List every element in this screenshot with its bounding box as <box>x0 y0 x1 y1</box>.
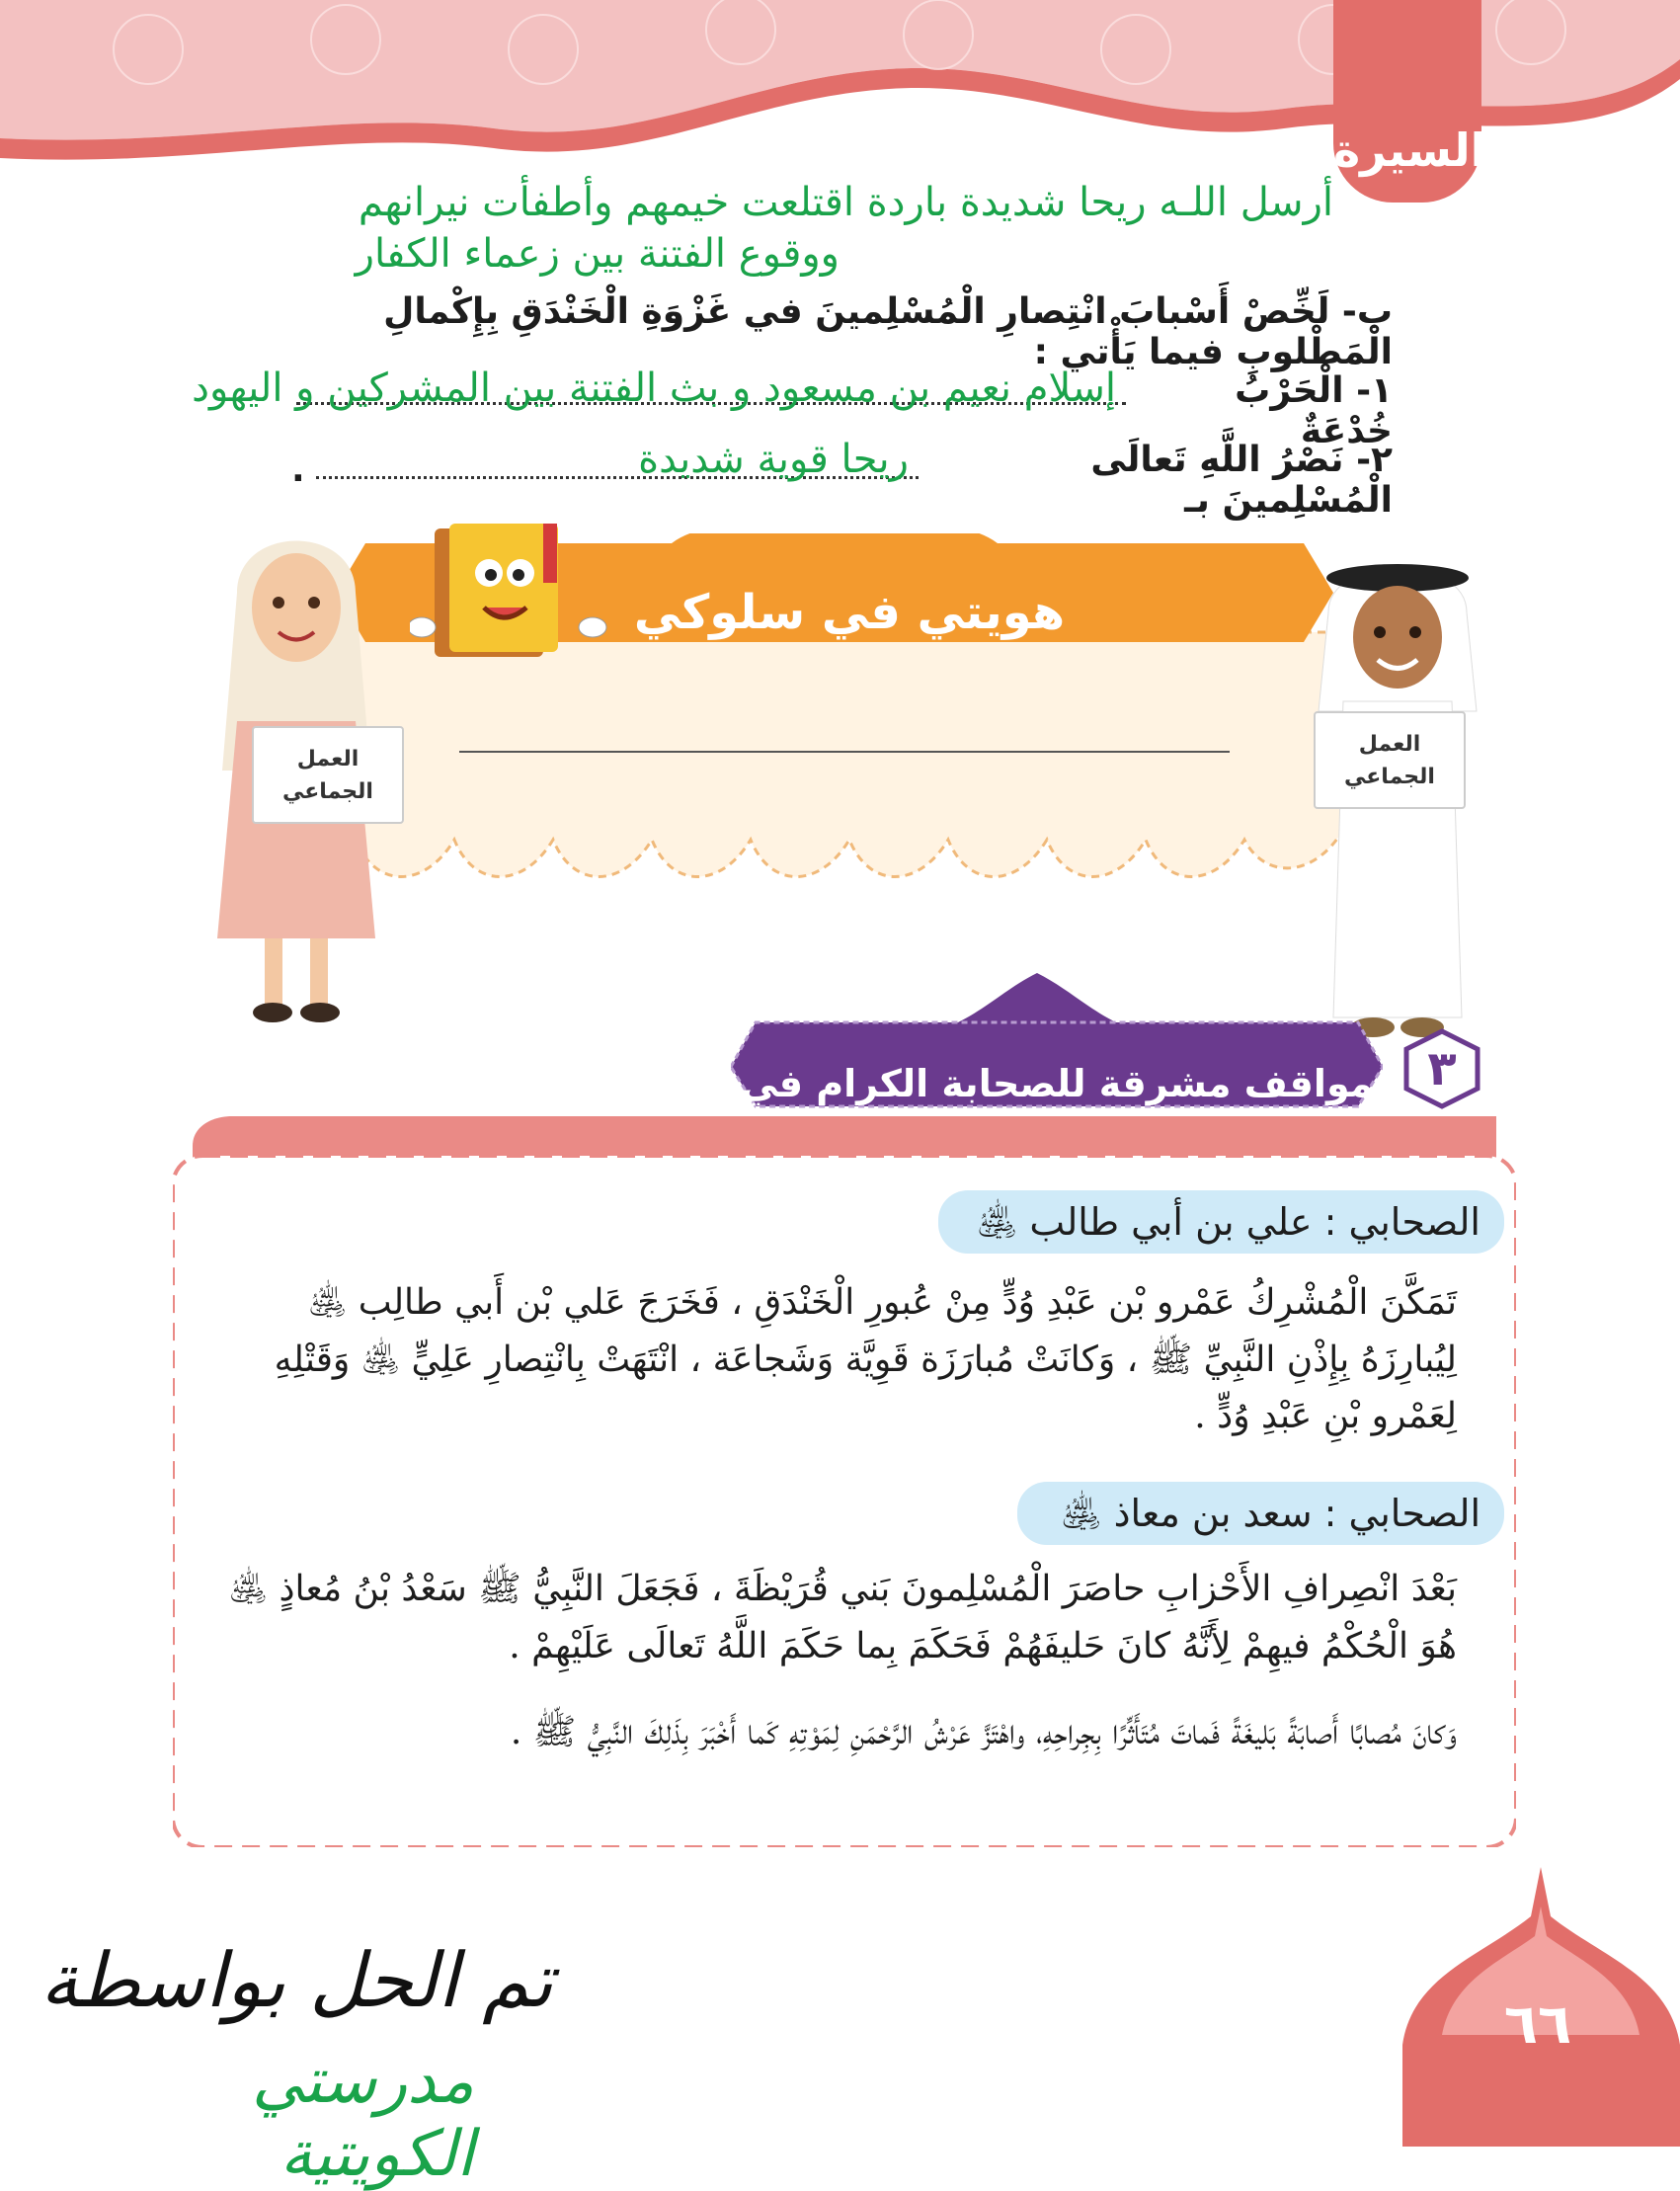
answer-2: ريحا قوية شديدة <box>638 437 909 482</box>
banner-title: هويتي في سلوكي <box>633 585 1066 640</box>
companion-heading-ali: الصحابي : علي بن أبي طالب ﵁ <box>938 1190 1504 1254</box>
answer-1: إسلام نعيم بن مسعود و بث الفتنة بين المشركين و اليهود <box>192 365 1116 411</box>
question-b-prompt: ب- لَخِّصْ أَسْبابَ انْتِصارِ الْمُسْلِمينَ في غَزْوَةِ الْخَنْدَقِ بِإِكْمالِ الْمَطْلوبِ فيما يَأْتي : <box>383 291 1393 372</box>
companion-paragraph-ali: تَمَكَّنَ الْمُشْرِكُ عَمْرو بْن عَبْدِ وُدٍّ مِنْ عُبورِ الْخَنْدَقِ ، فَخَرَجَ عَلي بْن أَبي طالِب ﵁ لِيُبارِزَهُ بِإِذْنِ النَّبِيِّ ﷺ ، وَكانَتْ مُبارَزَة قَوِيَّة وَشَجاعَة ، انْتَهَتْ بِانْتِصارِ عَلِيٍّ ﵁ وَقَتْلِهِ لِعَمْرو بْنِ عَبْدِ وُدٍّ . <box>274 1282 1457 1437</box>
signature-line-1: تم الحل بواسطة <box>40 1936 553 2024</box>
sign-right: العمل الجماعي <box>1314 711 1466 809</box>
book-mascot <box>410 519 607 667</box>
section-3-number: ٣ <box>1427 1041 1457 1096</box>
question-b-item-2-label: ٢- نَصْرُ اللَّهِ تَعالَى الْمُسْلِمينَ بـ <box>1090 440 1393 521</box>
writing-line <box>459 751 1230 753</box>
companion-heading-saad: الصحابي : سعد بن معاذ ﵁ <box>1017 1482 1504 1545</box>
sign-left: العمل الجماعي <box>252 726 404 824</box>
answer-line-2: ووقوع الفتنة بين زعماء الكفار <box>355 231 840 277</box>
signature-line-2: مدرستي الكويتية <box>251 2045 474 2191</box>
page-number: ٦٦ <box>1503 1992 1572 2057</box>
companion-paragraph-saad-2: وَكانَ مُصابًا أَصابَةً بَليغَةً فَماتَ مُتَأَثِّرًا بِجِراحِهِ، واهْتَزَّ عَرْشُ الرَّحْمَنِ لِمَوْتِهِ كَما أَخْبَرَ بِذَلِكَ النَّبِيُّ ﷺ . <box>510 1712 1457 1752</box>
section-3-title: مواقف مشرقة للصحابة الكرام في <box>740 1062 1374 1105</box>
item-2-end: . <box>291 449 305 490</box>
section-label: السيرة <box>1333 123 1486 177</box>
companion-paragraph-saad-1: بَعْدَ انْصِرافِ الأَحْزابِ حاصَرَ الْمُسْلِمونَ بَني قُرَيْظَةَ ، فَجَعَلَ النَّبِيُّ ﷺ سَعْدُ بْنُ مُعاذٍ ﵁ هُوَ الْحُكْمُ فيهِمْ لِأَنَّهُ كانَ حَليفَهُمْ فَحَكَمَ بِما حَكَمَ اللَّهُ تَعالَى عَلَيْهِمْ . <box>228 1569 1457 1666</box>
answer-line-1: أرسل اللـه ريحا شديدة باردة اقتلعت خيمهم وأطفأت نيرانهم <box>358 180 1333 225</box>
section-tab <box>1333 0 1486 203</box>
question-b-item-1-label: ١- الْحَرْبُ خُدْعَةٌ <box>1235 370 1393 451</box>
